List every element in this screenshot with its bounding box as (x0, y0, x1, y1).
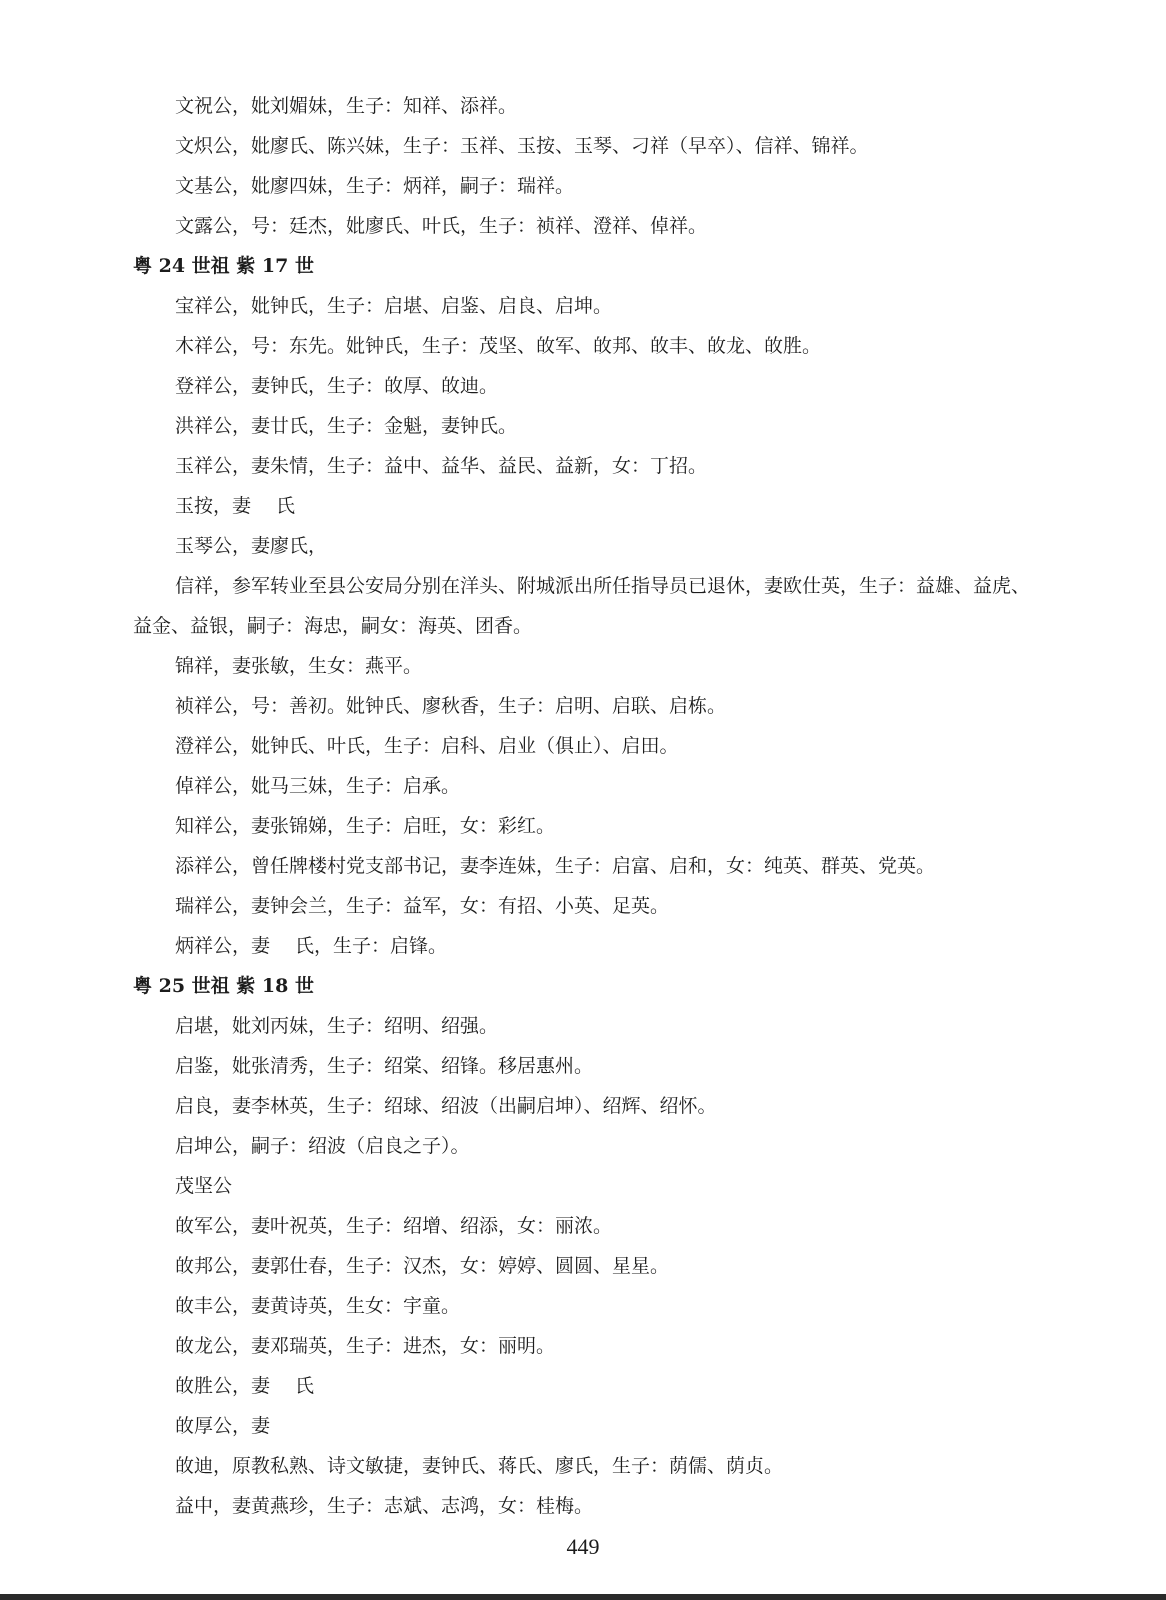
entry-line: 炳祥公，妻 氏，生子：启锋。 (175, 935, 448, 957)
entry-line: 文炽公，妣廖氏、陈兴妹，生子：玉祥、玉按、玉琴、刁祥（早卒）、信祥、锦祥。 (175, 135, 869, 157)
entry-line: 敀龙公，妻邓瑞英，生子：进杰，女：丽明。 (175, 1335, 556, 1357)
entry-line: 敀迪，原教私熟、诗文敏捷，妻钟氏、蒋氏、廖氏，生子：荫儒、荫贞。 (175, 1455, 784, 1477)
entry-line: 益中，妻黄燕珍，生子：志斌、志鸿，女：桂梅。 (175, 1495, 594, 1517)
generation-heading: 粤 24 世祖 紫 17 世 (133, 255, 314, 277)
entry-line: 敀厚公，妻 (175, 1415, 271, 1437)
entry-line: 启坤公，嗣子：绍波（启良之子）。 (175, 1135, 470, 1157)
entry-line: 锦祥，妻张敏，生女：燕平。 (175, 655, 423, 677)
entry-line: 澄祥公，妣钟氏、叶氏，生子：启科、启业（俱止）、启田。 (175, 735, 679, 757)
entry-line: 祯祥公，号：善初。妣钟氏、廖秋香，生子：启明、启联、启栋。 (175, 695, 727, 717)
page-number: 449 (566, 1534, 600, 1559)
entry-line: 启良，妻李林英，生子：绍球、绍波（出嗣启坤）、绍辉、绍怀。 (175, 1095, 717, 1117)
entry-line: 启堪，妣刘丙妹，生子：绍明、绍强。 (175, 1015, 499, 1037)
entry-line: 木祥公，号：东先。妣钟氏，生子：茂坚、敀军、敀邦、敀丰、敀龙、敀胜。 (175, 335, 822, 357)
entry-line: 倬祥公，妣马三妹，生子：启承。 (175, 775, 461, 797)
entry-line: 宝祥公，妣钟氏，生子：启堪、启鉴、启良、启坤。 (175, 295, 613, 317)
entry-line: 洪祥公，妻廿氏，生子：金魁，妻钟氏。 (175, 415, 518, 437)
entry-line: 文基公，妣廖四妹，生子：炳祥，嗣子：瑞祥。 (175, 175, 575, 197)
entry-line: 敀邦公，妻郭仕春，生子：汉杰，女：婷婷、圆圆、星星。 (175, 1255, 670, 1277)
entry-line: 敀军公，妻叶祝英，生子：绍增、绍添，女：丽浓。 (175, 1215, 613, 1237)
generation-heading: 粤 25 世祖 紫 18 世 (133, 975, 314, 997)
entry-line: 知祥公，妻张锦娣，生子：启旺，女：彩红。 (175, 815, 556, 837)
entry-paragraph: 信祥，参军转业至县公安局分别在洋头、附城派出所任指导员已退休，妻欧仕英，生子：益雄、益虎、益金、益银，嗣子：海忠，嗣女：海英、团香。 (133, 575, 1031, 637)
scan-edge (0, 1594, 1166, 1600)
entry-line: 启鉴，妣张清秀，生子：绍棠、绍锋。移居惠州。 (175, 1055, 594, 1077)
entry-line: 文祝公，妣刘媚妹，生子：知祥、添祥。 (175, 95, 518, 117)
genealogy-text (133, 86, 1053, 1526)
entry-line: 登祥公，妻钟氏，生子：敀厚、敀迪。 (175, 375, 499, 397)
entry-line: 敀丰公，妻黄诗英，生女：宇童。 (175, 1295, 461, 1317)
entry-line: 玉按，妻 氏 (175, 495, 296, 517)
entry-line: 瑞祥公，妻钟会兰，生子：益军，女：有招、小英、足英。 (175, 895, 670, 917)
entry-line: 敀胜公，妻 氏 (175, 1375, 315, 1397)
entry-line: 添祥公，曾任牌楼村党支部书记，妻李连妹，生子：启富、启和，女：纯英、群英、党英。 (175, 855, 936, 877)
entry-line: 玉琴公，妻廖氏， (175, 535, 328, 557)
entry-line: 玉祥公，妻朱情，生子：益中、益华、益民、益新，女：丁招。 (175, 455, 708, 477)
entry-line: 茂坚公 (175, 1175, 233, 1197)
entry-line: 文露公，号：廷杰，妣廖氏、叶氏，生子：祯祥、澄祥、倬祥。 (175, 215, 708, 237)
